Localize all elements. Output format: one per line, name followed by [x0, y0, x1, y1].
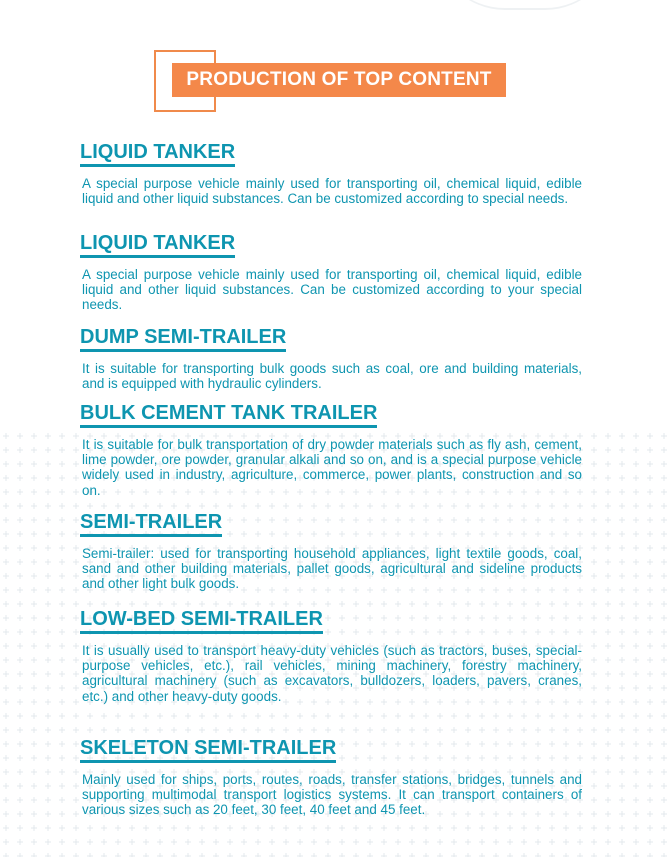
section-body: A special purpose vehicle mainly used for transporting oil, chemical liquid, edible liquid and other liquid substances. Can be customized according to special needs.	[82, 176, 582, 207]
section-liquid-tanker-2	[80, 232, 585, 313]
section-body: Semi-trailer: used for transporting household appliances, light textile goods, coal, sand and other building materials, pallet goods, agricultural and sideline products and other light bulk goods.	[82, 546, 582, 592]
page-header	[154, 50, 514, 112]
section-liquid-tanker-1	[80, 141, 585, 206]
decorative-arc	[435, 0, 615, 10]
section-title: LIQUID TANKER	[80, 141, 235, 167]
section-title: BULK CEMENT TANK TRAILER	[80, 402, 377, 428]
section-body: It is usually used to transport heavy-duty vehicles (such as tractors, buses, special-purpose vehicles, etc.), rail vehicles, mining machinery, forestry machinery, agricultural machinery (such as excavators, bulldozers, loaders, pavers, cranes, etc.) and other heavy-duty goods.	[82, 643, 582, 704]
section-dump-semi-trailer	[80, 326, 585, 391]
section-semi-trailer	[80, 511, 585, 592]
section-body: It is suitable for transporting bulk goods such as coal, ore and building materials, and is equipped with hydraulic cylinders.	[82, 361, 582, 392]
section-title: LIQUID TANKER	[80, 232, 235, 258]
section-low-bed-semi-trailer	[80, 608, 585, 704]
section-title: LOW-BED SEMI-TRAILER	[80, 608, 323, 634]
section-title: DUMP SEMI-TRAILER	[80, 326, 286, 352]
section-body: It is suitable for bulk transportation of dry powder materials such as fly ash, cement, lime powder, ore powder, granular alkali and so on, and is a special purpose vehicle widely used in industry, agriculture, commerce, power plants, construction and so on.	[82, 437, 582, 498]
section-title: SKELETON SEMI-TRAILER	[80, 737, 336, 763]
section-skeleton-semi-trailer	[80, 737, 585, 818]
section-bulk-cement-tank-trailer	[80, 402, 585, 498]
section-body: A special purpose vehicle mainly used for transporting oil, chemical liquid, edible liquid and other liquid substances. Can be customized according to your special needs.	[82, 267, 582, 313]
section-body: Mainly used for ships, ports, routes, roads, transfer stations, bridges, tunnels and supporting multimodal transport logistics systems. It can transport containers of various sizes such as 20 feet, 30 feet, 40 feet and 45 feet.	[82, 772, 582, 818]
section-title: SEMI-TRAILER	[80, 511, 222, 537]
page-title: PRODUCTION OF TOP CONTENT	[172, 63, 506, 97]
